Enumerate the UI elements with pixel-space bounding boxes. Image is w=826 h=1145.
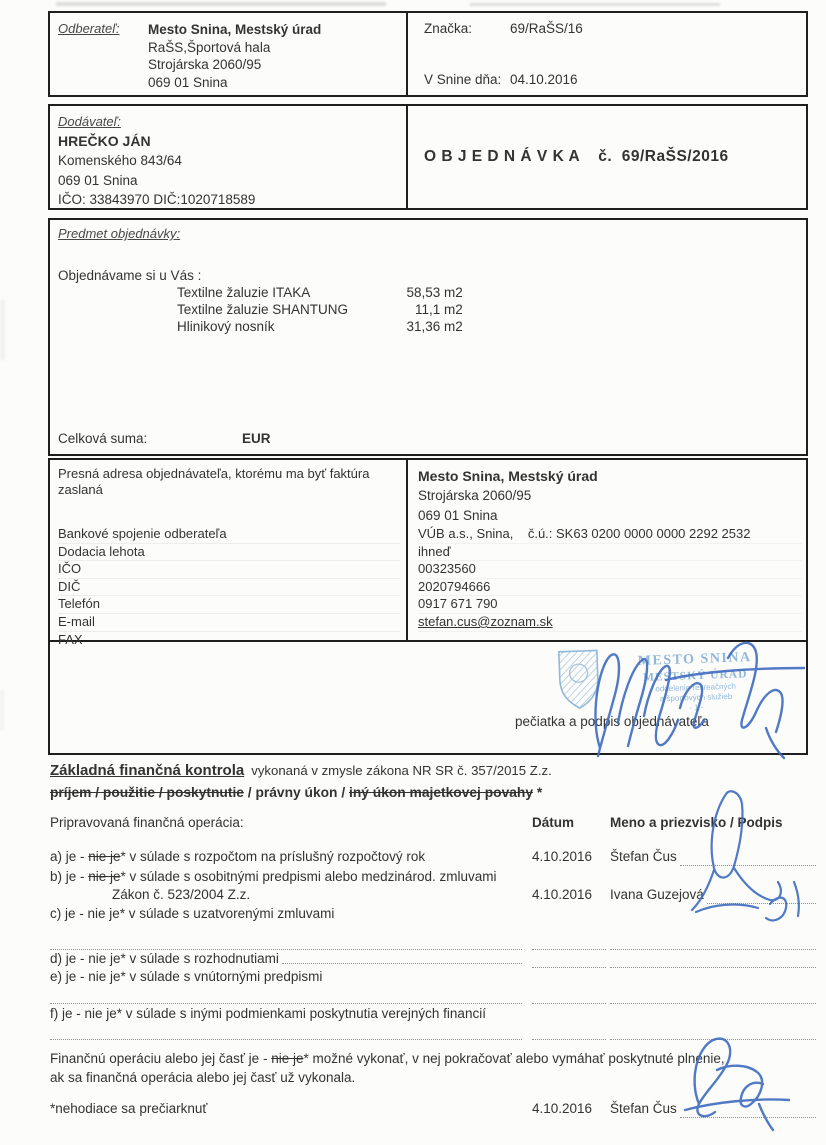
row-date: 4.10.2016 — [532, 887, 593, 902]
dotted-line — [532, 990, 606, 1004]
finance-row-b — [50, 868, 816, 887]
customer-box — [48, 11, 808, 97]
row-date: 4.10.2016 — [532, 1101, 593, 1116]
customer-address-line: Strojárska 2060/95 — [148, 57, 262, 72]
field-label: E-mail — [58, 614, 400, 632]
supplier-cell — [50, 106, 408, 208]
email-value: stefan.cus@zoznam.sk — [418, 613, 553, 629]
finance-title-suffix: vykonaná v zmysle zákona NR SR č. 357/2015 Z.z. — [251, 763, 552, 778]
field-value: ihneď — [418, 544, 802, 562]
stamp-line: MESTSKÝ ÚRAD — [642, 667, 748, 684]
scan-artifact — [56, 2, 386, 6]
item-row — [177, 285, 463, 300]
field-value: VÚB a.s., Snina, č.ú.: SK63 0200 0000 0000 2292 2532 — [418, 526, 802, 544]
item-qty: 31,36 m2 — [406, 319, 463, 334]
financial-control-section — [50, 762, 816, 1142]
stamp-line: - 1 - — [689, 702, 704, 713]
item-name: Hlinikový nosník — [177, 319, 275, 334]
field-label: Bankové spojenie odberateľa — [58, 526, 400, 544]
row-date: 4.10.2016 — [532, 849, 593, 864]
dotted-line — [610, 1026, 816, 1040]
supplier-address-line: Komenského 843/64 — [58, 153, 182, 168]
row-text: Zákon č. 523/2004 Z.z. — [112, 887, 251, 902]
scan-artifact — [0, 690, 4, 730]
name-column-header: Meno a priezvisko / Podpis — [610, 815, 783, 830]
row-strike: nie je — [271, 1051, 304, 1066]
field-value: 2020794666 — [418, 579, 802, 597]
item-qty: 11,1 m2 — [414, 302, 463, 317]
finance-subject-tail: * — [533, 785, 543, 800]
prepared-operation-label: Pripravovaná finančná operácia: — [50, 815, 244, 830]
place-date-value: 04.10.2016 — [510, 72, 578, 87]
closing-line-2 — [50, 1069, 816, 1088]
finance-row-c — [50, 905, 816, 924]
signature-dotted-line — [707, 890, 816, 904]
dotted-line — [50, 936, 522, 950]
supplier-address-line: IČO: 33843970 DIČ:1020718589 — [58, 192, 256, 207]
row-text: ak sa finančná operácia alebo jej časť už vykonala. — [50, 1070, 356, 1085]
finance-row-b2 — [50, 886, 816, 905]
stamp-line: oddelenie rekreačných — [655, 681, 737, 694]
scan-artifact — [470, 3, 720, 6]
place-date-label: V Snine dňa: — [424, 72, 502, 87]
order-number: č. 69/RaŠS/2016 — [598, 148, 729, 165]
dotted-line — [532, 1026, 606, 1040]
finance-subject-line — [50, 784, 816, 803]
row-text: f) je - nie je* v súlade s inými podmienkami poskytnutia verejných financií — [50, 1006, 486, 1021]
city-stamp — [555, 638, 783, 728]
closing-line-1 — [50, 1050, 816, 1069]
finance-row-a — [50, 848, 816, 867]
dotted-line — [610, 954, 816, 968]
finance-row-e — [50, 968, 816, 987]
row-text: d) je - nie je* v súlade s rozhodnutiami — [50, 951, 279, 966]
dotted-line — [610, 990, 816, 1004]
total-currency: EUR — [242, 431, 271, 446]
signature-dotted-line — [680, 1104, 816, 1118]
dotted-line — [610, 936, 816, 950]
finance-subject-strike: iný úkon majetkovej povahy — [349, 785, 534, 800]
field-label: DIČ — [58, 579, 400, 597]
invoice-address-name: Mesto Snina, Mestský úrad — [418, 468, 598, 484]
stamp-line: MESTO SNINA — [637, 650, 752, 670]
order-title: O B J E D N Á V K A — [424, 148, 581, 165]
customer-address-line: RaŠS,Športová hala — [148, 39, 271, 55]
stamp-line: a športových služieb — [659, 691, 733, 704]
dotted-line — [50, 990, 522, 1004]
subject-label: Predmet objednávky: — [58, 226, 181, 241]
order-intro: Objednávame si u Vás : — [58, 268, 202, 283]
order-title-cell — [408, 106, 806, 208]
row-text: * možné vykonať, v nej pokračovať alebo vymáhať poskytnuté plnenie, — [303, 1051, 725, 1066]
dotted-row — [50, 1024, 816, 1043]
field-label: Telefón — [58, 596, 400, 614]
customer-cell — [50, 13, 408, 95]
dotted-line — [50, 1026, 522, 1040]
item-name: Textilne žaluzie SHANTUNG — [177, 302, 349, 317]
finance-subject-strike: príjem / použitie / poskytnutie — [50, 785, 244, 800]
field-label: IČO — [58, 561, 400, 579]
total-label: Celková suma: — [58, 431, 148, 446]
dotted-line — [282, 950, 522, 964]
customer-address — [148, 21, 321, 95]
row-strike: nie je — [88, 869, 121, 884]
item-name: Textilne žaluzie ITAKA — [177, 285, 311, 300]
field-label: FAX — [58, 631, 83, 647]
row-name: Štefan Čus — [610, 1101, 677, 1116]
ref-value: 69/RaŠS/16 — [510, 21, 583, 36]
invoice-address-line: 069 01 Snina — [418, 508, 498, 523]
supplier-address-line: 069 01 Snina — [58, 172, 138, 188]
invoice-labels-column — [50, 460, 408, 647]
footnote: *nehodiace sa prečiarknuť — [50, 1101, 208, 1116]
row-text: b) je - — [50, 869, 89, 884]
signature-dotted-line — [680, 852, 816, 866]
item-row — [177, 319, 463, 334]
field-value: 0917 671 790 — [418, 596, 802, 614]
row-text: * v súlade s rozpočtom na príslušný rozpočtový rok — [120, 849, 426, 864]
supplier-box — [48, 104, 808, 210]
supplier-label: Dodávateľ: — [58, 114, 121, 129]
dotted-line — [532, 936, 606, 950]
row-text: a) je - — [50, 849, 89, 864]
footnote-row — [50, 1100, 816, 1119]
scan-artifact — [0, 300, 5, 360]
customer-name: Mesto Snina, Mestský úrad — [148, 22, 322, 37]
supplier-name: HREČKO JÁN — [58, 132, 151, 149]
customer-address-line: 069 01 Snina — [148, 74, 228, 90]
date-column-header: Dátum — [532, 815, 575, 830]
stamp-text — [609, 638, 783, 726]
row-name: Štefan Čus — [610, 849, 677, 864]
stamp-shield-icon — [555, 644, 603, 712]
finance-subject-mid: / právny úkon / — [243, 785, 349, 800]
dotted-line — [532, 954, 606, 968]
finance-title: Základná finančná kontrola — [50, 762, 245, 779]
row-text: Finančnú operáciu alebo jej časť je - — [50, 1051, 272, 1066]
row-text: e) je - nie je* v súlade s vnútornými predpismi — [50, 969, 323, 984]
row-text: c) je - nie je* v súlade s uzatvorenými zmluvami — [50, 906, 335, 921]
invoice-address-line: Strojárska 2060/95 — [418, 488, 532, 503]
row-name: Ivana Guzejová — [610, 887, 704, 902]
field-label: Dodacia lehota — [58, 544, 400, 562]
finance-row-f — [50, 1005, 816, 1024]
subject-box — [48, 218, 808, 456]
customer-label: Odberateľ: — [58, 21, 120, 36]
invoice-values-column — [408, 460, 806, 640]
finance-row-d — [50, 950, 816, 969]
field-value: 00323560 — [418, 561, 802, 579]
item-qty: 58,53 m2 — [406, 285, 463, 300]
row-strike: nie je — [88, 849, 121, 864]
row-text: * v súlade s osobitnými predpismi alebo medzinárod. zmluvami — [120, 869, 497, 884]
ref-label: Značka: — [424, 21, 473, 36]
item-row — [177, 302, 463, 317]
stamp-caption: pečiatka a podpis objednávateľa — [515, 714, 709, 729]
invoice-address-label: Presná adresa objednávateľa, ktorému ma byť faktúra zaslaná — [58, 466, 370, 497]
reference-cell — [408, 13, 806, 95]
